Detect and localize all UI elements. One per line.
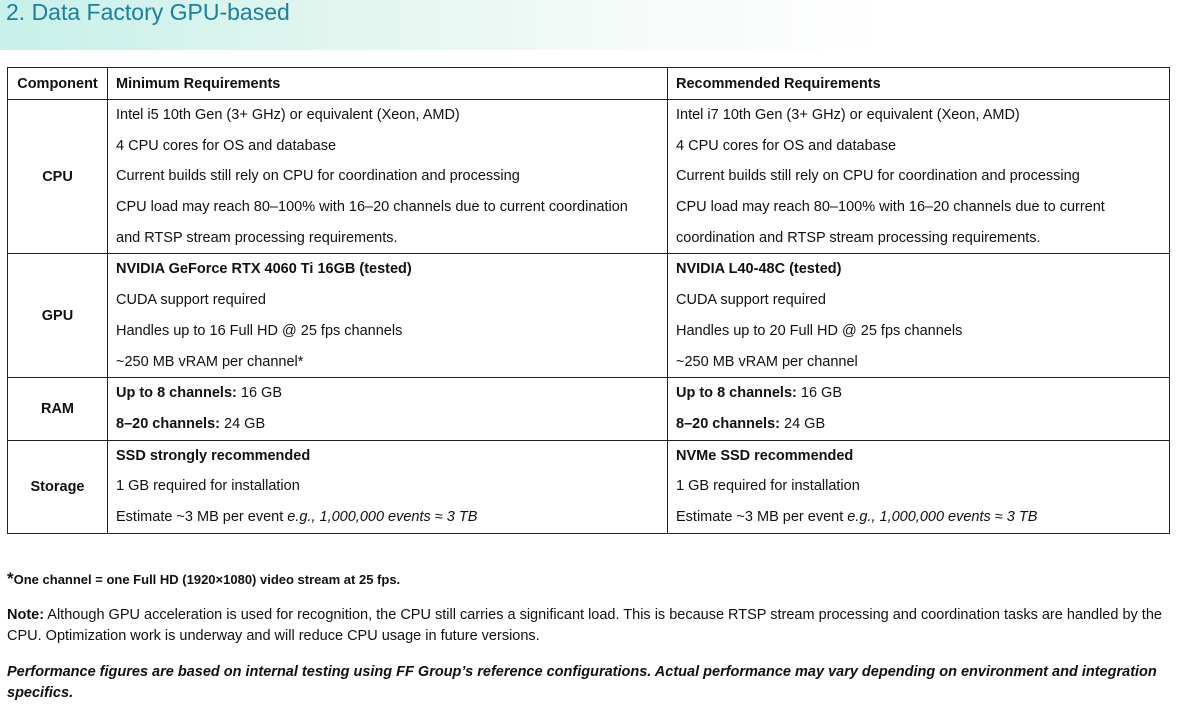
cpu-min-line: Intel i5 10th Gen (3+ GHz) or equivalent (Xeon, AMD)	[116, 107, 460, 123]
cpu-rec-line: coordination and RTSP stream processing requirements.	[676, 229, 1041, 246]
ram-rec-label: Up to 8 channels:	[676, 385, 797, 402]
gpu-rec-line: Handles up to 20 Full HD @ 25 fps channels	[676, 322, 963, 339]
gpu-rec-model: NVIDIA L40-48C (tested)	[676, 261, 842, 278]
ram-min-label: Up to 8 channels:	[116, 385, 237, 402]
header-component: Component	[8, 68, 108, 100]
ram-recommended-cell	[668, 378, 1170, 440]
gpu-min-model: NVIDIA GeForce RTX 4060 Ti 16GB (tested)	[116, 261, 412, 278]
gpu-rec-line: ~250 MB vRAM per channel	[676, 353, 858, 370]
ram-min-line	[116, 378, 659, 409]
ram-rec-value: 16 GB	[796, 385, 842, 402]
footnote	[7, 568, 1177, 590]
section-title: 2. Data Factory GPU-based	[6, 0, 290, 25]
table-header-row	[8, 68, 1170, 100]
header-recommended: Recommended Requirements	[668, 68, 1170, 100]
cpu-rec-line: 4 CPU cores for OS and database	[676, 137, 897, 154]
cpu-recommended-cell	[668, 100, 1170, 254]
note-label: Note:	[7, 607, 45, 623]
ram-minimum-cell	[108, 378, 668, 440]
table-row-cpu	[8, 100, 1170, 254]
performance-disclaimer: Performance figures are based on internal testing using FF Group’s reference configurations. Actual performance may vary depending on environment and integration specifics.	[7, 664, 1157, 701]
ram-rec-line	[676, 378, 1161, 409]
storage-min-line	[116, 502, 659, 533]
storage-rec-example: e.g., 1,000,000 events ≈ 3 TB	[847, 508, 1038, 525]
ram-min-line	[116, 409, 659, 440]
cpu-rec-line: CPU load may reach 80–100% with 16–20 channels due to current	[676, 199, 1105, 216]
footnote-star: *	[7, 569, 14, 588]
table-row-storage	[8, 440, 1170, 533]
gpu-rec-line: CUDA support required	[676, 292, 826, 309]
storage-min-estimate: Estimate ~3 MB per event	[116, 508, 288, 525]
ram-rec-value: 24 GB	[779, 415, 826, 432]
gpu-min-line: ~250 MB vRAM per channel*	[116, 353, 304, 370]
note-text: Although GPU acceleration is used for recognition, the CPU still carries a significant load. This is because RTSP stream processing and coordination tasks are handled by the CPU. Optimization work is underway and will reduce CPU usage in future versions.	[7, 607, 1162, 644]
component-cell-ram: RAM	[8, 378, 108, 440]
note-paragraph	[7, 605, 1177, 647]
cpu-min-line: and RTSP stream processing requirements.	[116, 229, 398, 246]
cpu-min-line: Current builds still rely on CPU for coordination and processing	[116, 168, 520, 185]
storage-rec-type: NVMe SSD recommended	[676, 447, 854, 464]
storage-minimum-cell	[108, 440, 668, 533]
component-cell-cpu: CPU	[8, 100, 108, 254]
ram-rec-label: 8–20 channels:	[676, 415, 780, 432]
storage-rec-line: 1 GB required for installation	[676, 478, 860, 495]
gpu-min-line: Handles up to 16 Full HD @ 25 fps channels	[116, 322, 403, 339]
storage-rec-estimate: Estimate ~3 MB per event	[676, 508, 848, 525]
gpu-minimum-cell	[108, 254, 668, 378]
storage-min-line: 1 GB required for installation	[116, 478, 300, 495]
storage-min-type: SSD strongly recommended	[116, 447, 311, 464]
storage-rec-line	[676, 502, 1161, 533]
table-row-gpu	[8, 254, 1170, 378]
header-minimum: Minimum Requirements	[108, 68, 668, 100]
cpu-min-line: 4 CPU cores for OS and database	[116, 137, 337, 154]
footnote-text: One channel = one Full HD (1920×1080) video stream at 25 fps.	[13, 572, 401, 587]
ram-min-value: 24 GB	[219, 415, 266, 432]
gpu-recommended-cell	[668, 254, 1170, 378]
ram-min-value: 16 GB	[236, 385, 282, 402]
cpu-rec-line: Current builds still rely on CPU for coordination and processing	[676, 168, 1080, 185]
storage-min-example: e.g., 1,000,000 events ≈ 3 TB	[287, 508, 478, 525]
storage-recommended-cell	[668, 440, 1170, 533]
component-cell-gpu: GPU	[8, 254, 108, 378]
table-row-ram	[8, 378, 1170, 440]
ram-rec-line	[676, 409, 1161, 440]
requirements-table	[7, 67, 1170, 534]
component-cell-storage: Storage	[8, 440, 108, 533]
gpu-min-line: CUDA support required	[116, 292, 266, 309]
ram-min-label: 8–20 channels:	[116, 415, 220, 432]
cpu-min-line: CPU load may reach 80–100% with 16–20 channels due to current coordination	[116, 199, 628, 216]
cpu-minimum-cell	[108, 100, 668, 254]
cpu-rec-line: Intel i7 10th Gen (3+ GHz) or equivalent (Xeon, AMD)	[676, 107, 1020, 123]
